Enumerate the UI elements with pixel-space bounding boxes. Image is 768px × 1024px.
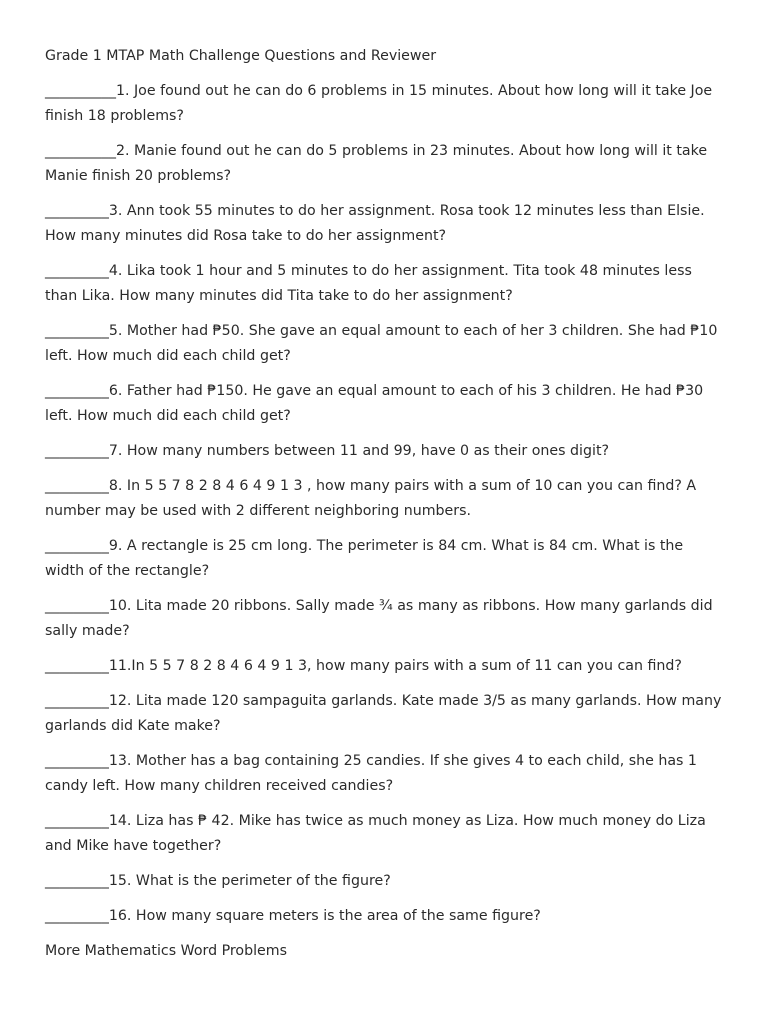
question-2: __________2. Manie found out he can do 5 problems in 23 minutes. About how long will it take Manie finish 20 problems? <box>45 143 708 184</box>
question-14: _________14. Liza has ₱ 42. Mike has twice as much money as Liza. How much money do Liza and Mike have together? <box>45 813 706 854</box>
document-page <box>45 44 725 964</box>
question-7: _________7. How many numbers between 11 and 99, have 0 as their ones digit? <box>45 443 610 459</box>
question-15: _________15. What is the perimeter of the figure? <box>45 873 391 889</box>
question-5: _________5. Mother had ₱50. She gave an equal amount to each of her 3 children. She had ₱10 left. How much did each child get? <box>45 323 718 364</box>
question-1: __________1. Joe found out he can do 6 problems in 15 minutes. About how long will it take Joe finish 18 problems? <box>45 83 713 124</box>
question-16: _________16. How many square meters is the area of the same figure? <box>45 908 541 924</box>
document-title: Grade 1 MTAP Math Challenge Questions and Reviewer <box>45 48 437 64</box>
question-9: _________9. A rectangle is 25 cm long. The perimeter is 84 cm. What is 84 cm. What is the width of the rectangle? <box>45 538 684 579</box>
question-13: _________13. Mother has a bag containing 25 candies. If she gives 4 to each child, she has 1 candy left. How many children received candies? <box>45 753 697 794</box>
question-11: _________11.In 5 5 7 8 2 8 4 6 4 9 1 3, how many pairs with a sum of 11 can you can find? <box>45 658 682 674</box>
footer-link-text[interactable]: More Mathematics Word Problems <box>45 943 287 959</box>
question-12: _________12. Lita made 120 sampaguita garlands. Kate made 3/5 as many garlands. How many garlands did Kate make? <box>45 693 722 734</box>
question-8: _________8. In 5 5 7 8 2 8 4 6 4 9 1 3 , how many pairs with a sum of 10 can you can find? A number may be used with 2 different neighboring numbers. <box>45 478 697 519</box>
question-4: _________4. Lika took 1 hour and 5 minutes to do her assignment. Tita took 48 minutes less than Lika. How many minutes did Tita take to do her assignment? <box>45 263 692 304</box>
question-6: _________6. Father had ₱150. He gave an equal amount to each of his 3 children. He had ₱30 left. How much did each child get? <box>45 383 704 424</box>
question-10: _________10. Lita made 20 ribbons. Sally made ¾ as many as ribbons. How many garlands did sally made? <box>45 598 713 639</box>
question-3: _________3. Ann took 55 minutes to do her assignment. Rosa took 12 minutes less than Elsie. How many minutes did Rosa take to do her assignment? <box>45 203 705 244</box>
